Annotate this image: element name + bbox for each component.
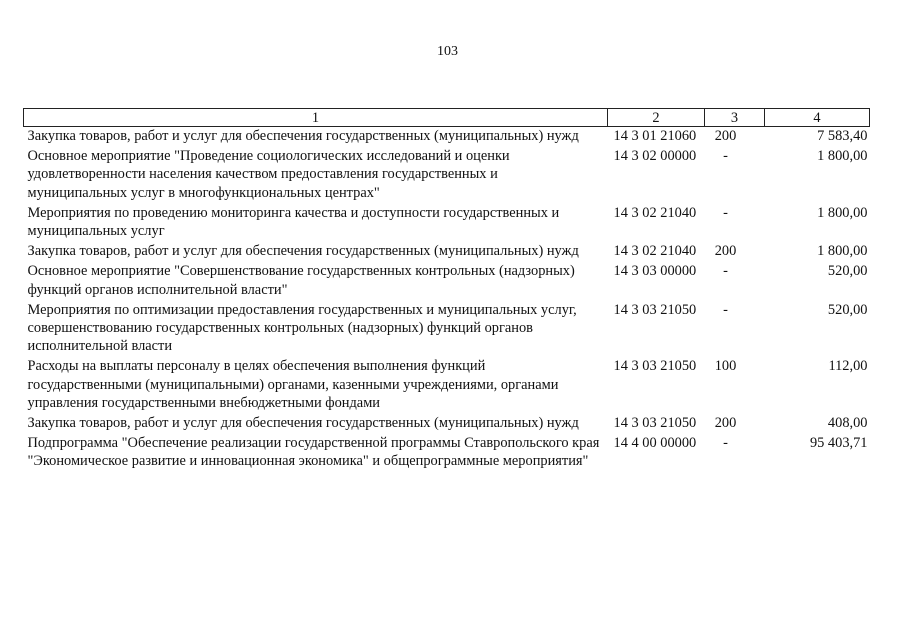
row-vr: - [723, 204, 728, 221]
row-amount: 520,00 [827, 263, 868, 280]
row-code: 14 3 03 21050 [613, 358, 697, 375]
row-code: 14 3 02 21040 [613, 243, 697, 260]
table-body [24, 127, 870, 473]
row-amount: 408,00 [827, 415, 868, 432]
row-vr: 200 [714, 243, 737, 260]
row-amount: 1 800,00 [817, 204, 868, 221]
row-code: 14 3 03 21050 [613, 301, 697, 318]
row-vr: 100 [714, 358, 737, 375]
page-number: 103 [437, 44, 458, 59]
row-amount: 7 583,40 [817, 128, 868, 144]
row-name: Подпрограмма "Обеспечение реализации государственной программы Ставропольского края "Экономическое развитие и инновационная экономика" и общепрограммные мероприятия" [27, 435, 600, 470]
row-vr: - [723, 435, 728, 452]
row-vr: - [723, 263, 728, 280]
table-row [24, 301, 870, 358]
table-row [24, 357, 870, 414]
table-row [24, 414, 870, 434]
row-code: 14 4 00 00000 [613, 435, 697, 452]
row-amount: 1 800,00 [817, 148, 868, 165]
table-row [24, 127, 870, 148]
table-row [24, 262, 870, 300]
row-code: 14 3 01 21060 [613, 128, 697, 144]
table-row [24, 147, 870, 204]
row-name: Мероприятия по оптимизации предоставления государственных и муниципальных услуг, совершенствованию государственных контрольных (надзорных) функций органов исполнительной власти [27, 301, 577, 355]
row-vr: - [723, 148, 728, 165]
header-col-3: 3 [705, 109, 765, 127]
row-name: Закупка товаров, работ и услуг для обеспечения государственных (муниципальных) нужд [27, 243, 579, 260]
header-row [24, 109, 870, 127]
row-name: Основное мероприятие "Проведение социологических исследований и оценки удовлетворенности населения качеством предоставления государственных и муниципальных услуг в многофункциональных центрах" [27, 148, 510, 201]
header-col-1: 1 [24, 109, 608, 127]
row-amount: 95 403,71 [809, 435, 868, 452]
row-code: 14 3 03 21050 [613, 415, 697, 432]
row-code: 14 3 02 00000 [613, 148, 697, 165]
row-code: 14 3 02 21040 [613, 204, 697, 221]
header-col-4: 4 [765, 109, 870, 127]
header-col-2: 2 [608, 109, 705, 127]
row-vr: 200 [714, 415, 737, 432]
table-row [24, 242, 870, 262]
row-amount: 112,00 [828, 358, 868, 375]
table-header [24, 109, 870, 127]
row-name: Закупка товаров, работ и услуг для обеспечения государственных (муниципальных) нужд [27, 128, 579, 144]
row-code: 14 3 03 00000 [613, 263, 697, 280]
row-amount: 1 800,00 [817, 243, 868, 260]
row-vr: 200 [714, 128, 737, 144]
row-name: Расходы на выплаты персоналу в целях обеспечения выполнения функций государственными (муниципальными) органами, казенными учреждениями, органами управления государственными внебюджетными фондами [27, 358, 559, 411]
budget-table [23, 108, 870, 473]
row-vr: - [723, 301, 728, 318]
row-amount: 520,00 [827, 301, 868, 318]
table-row [24, 204, 870, 242]
row-name: Мероприятия по проведению мониторинга качества и доступности государственных и муниципальных услуг [27, 204, 560, 240]
table-row [24, 434, 870, 472]
row-name: Основное мероприятие "Совершенствование государственных контрольных (надзорных) функций органов исполнительной власти" [27, 263, 575, 298]
row-name: Закупка товаров, работ и услуг для обеспечения государственных (муниципальных) нужд [27, 415, 579, 432]
